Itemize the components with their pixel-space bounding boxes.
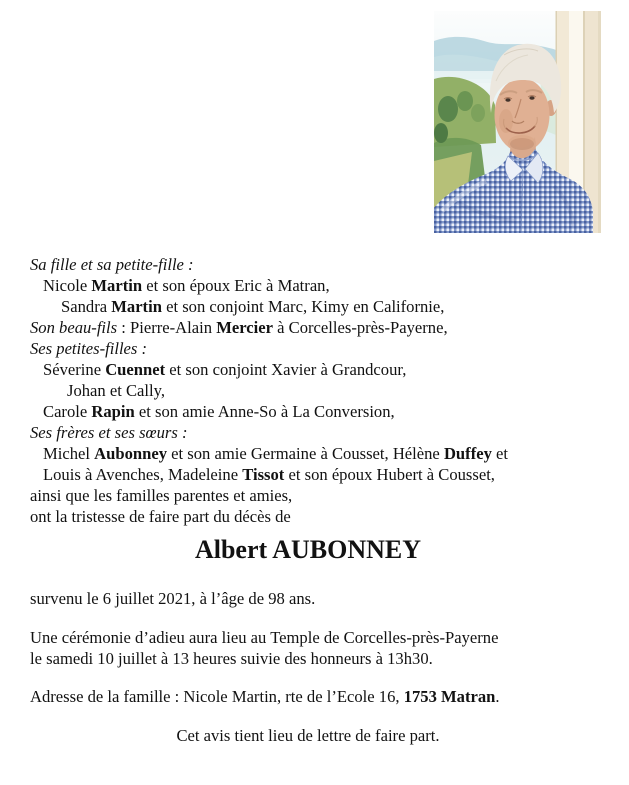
family-line xyxy=(30,338,508,359)
text-segment: ainsi que les familles parentes et amies, xyxy=(30,486,293,505)
family-surname: Rapin xyxy=(91,402,135,421)
family-address-line xyxy=(30,686,500,707)
ceremony-paragraph xyxy=(30,627,498,669)
text-segment: et son conjoint Xavier à Grandcour, xyxy=(165,360,407,379)
family-surname: Martin xyxy=(91,276,143,295)
family-surname: Mercier xyxy=(216,318,273,337)
family-surname: Martin xyxy=(111,297,162,316)
death-date-line: survenu le 6 juillet 2021, à l’âge de 98 ans. xyxy=(30,589,316,608)
deceased-name: Albert AUBONNEY xyxy=(194,535,422,564)
text-segment: Michel xyxy=(43,444,95,463)
relation-label: Sa fille et sa petite-fille : xyxy=(30,255,194,274)
text-segment: Johan et Cally, xyxy=(67,381,166,400)
ceremony-line: le samedi 10 juillet à 13 heures suivie des honneurs à 13h30. xyxy=(30,649,433,668)
address-locality: 1753 Matran xyxy=(403,687,496,706)
ceremony-line: Une cérémonie d’adieu aura lieu au Temple de Corcelles-près-Payerne xyxy=(30,628,499,647)
text-segment: : Pierre-Alain xyxy=(117,318,217,337)
text-segment: à Corcelles-près-Payerne, xyxy=(273,318,448,337)
text-segment: Sandra xyxy=(61,297,112,316)
text-segment: Louis à Avenches, Madeleine xyxy=(43,465,243,484)
family-line xyxy=(61,296,508,317)
text-segment: et son conjoint Marc, Kimy en Californie, xyxy=(161,297,445,316)
family-surname: Tissot xyxy=(242,465,285,484)
family-line xyxy=(43,443,508,464)
portrait-photo-illustration xyxy=(434,11,601,233)
relation-label: Ses frères et ses sœurs : xyxy=(30,423,188,442)
family-surname: Aubonney xyxy=(94,444,168,463)
relation-label: Ses petites-filles : xyxy=(30,339,148,358)
text-segment: Carole xyxy=(43,402,92,421)
family-line xyxy=(43,275,508,296)
text-segment: Séverine xyxy=(43,360,106,379)
text-segment: Nicole xyxy=(43,276,92,295)
text-segment: Adresse de la famille : Nicole Martin, rte de l’Ecole 16, xyxy=(30,687,404,706)
family-line xyxy=(43,401,508,422)
text-segment: et xyxy=(491,444,509,463)
family-line xyxy=(30,422,508,443)
family-line xyxy=(30,506,508,527)
text-segment: et son époux Hubert à Cousset, xyxy=(284,465,495,484)
family-surname: Cuennet xyxy=(105,360,166,379)
family-surname: Duffey xyxy=(443,444,492,463)
family-line xyxy=(30,254,508,275)
text-segment: ont la tristesse de faire part du décès de xyxy=(30,507,291,526)
family-line xyxy=(43,464,508,485)
relation-label: Son beau-fils xyxy=(30,318,118,337)
text-segment: . xyxy=(495,687,500,706)
closing-line: Cet avis tient lieu de lettre de faire part. xyxy=(176,726,440,745)
family-line xyxy=(30,485,508,506)
portrait-photo xyxy=(434,11,601,233)
text-segment: et son amie Germaine à Cousset, Hélène xyxy=(167,444,444,463)
family-announcement-block xyxy=(30,254,508,527)
family-line xyxy=(30,317,508,338)
family-line xyxy=(67,380,508,401)
text-segment: et son amie Anne-So à La Conversion, xyxy=(134,402,395,421)
family-line xyxy=(43,359,508,380)
text-segment: et son époux Eric à Matran, xyxy=(142,276,330,295)
